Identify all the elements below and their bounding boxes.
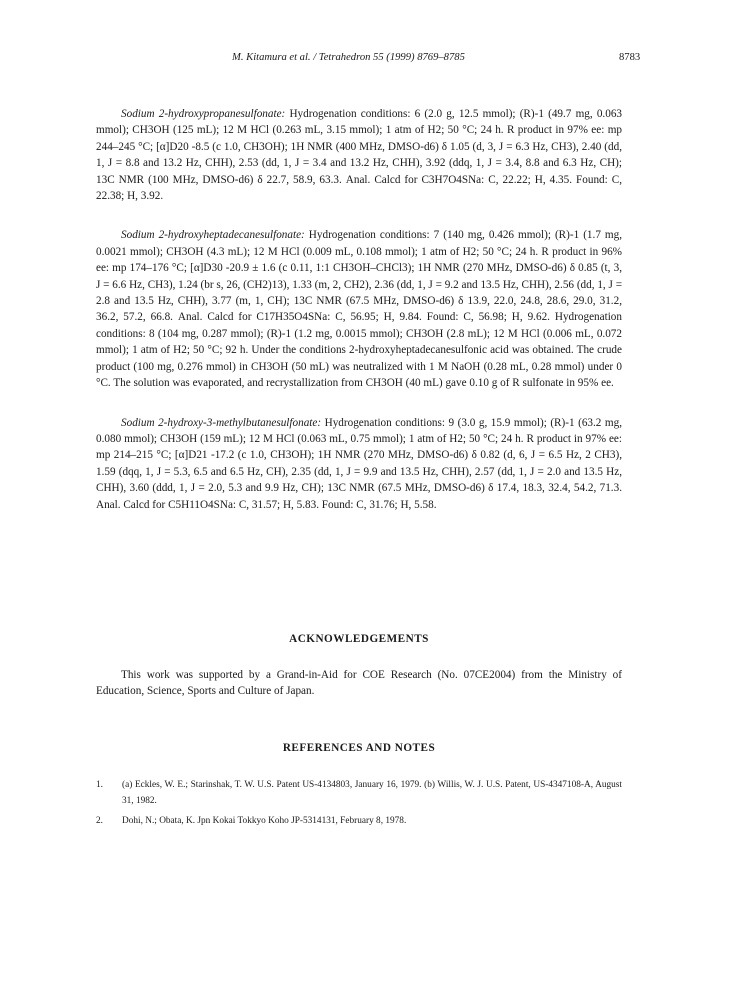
- acknowledgements-text: This work was supported by a Grand-in-Aid for COE Research (No. 07CE2004) from the Ministry of Education, Science, Sports and Culture of Japan.: [96, 669, 622, 698]
- compound-name: Sodium 2-hydroxyheptadecanesulfonate:: [121, 229, 305, 242]
- compound-name: Sodium 2-hydroxy-3-methylbutanesulfonate:: [121, 416, 322, 429]
- compound-paragraph: [96, 415, 622, 513]
- compound-details: Hydrogenation conditions: 7 (140 mg, 0.426 mmol); (R)-1 (1.7 mg, 0.0021 mmol); CH3OH (4.3 mL); 12 M HCl (0.009 mL, 0.108 mmol); 1 atm of H2; 50 °C; 24 h. R product in 96% ee: mp 174–176 °C; [α]D30 -20.9 ± 1.6 (c 0.11, 1:1 CH3OH–CHCl3); 1H NMR (270 MHz, DMSO-d6) δ 0.85 (t, 3, J = 6.6 Hz, CH3), 1.24 (br s, 26, (CH2)13), 1.33 (m, 2, CH2), 2.36 (dd, 1, J = 9.2 and 13.5 Hz, CHH), 2.56 (dd, 1, J = 2.8 and 13.5 Hz, CHH), 3.77 (m, 1, CH); 13C NMR (67.5 MHz, DMSO-d6) δ 13.9, 22.0, 24.8, 28.6, 29.0, 31.2, 36.2, 57.2, 66.8. Anal. Calcd for C17H35O4SNa: C, 56.95; H, 9.84. Found: C, 56.98; H, 9.62. Hydrogenation conditions: 8 (104 mg, 0.287 mmol); (R)-1 (1.2 mg, 0.0015 mmol); CH3OH (2.8 mL); 12 M HCl (0.006 mL, 0.072 mmol); 1 atm of H2; 50 °C; 92 h. Under the conditions 2-hydroxyheptadecanesulfonic acid was obtained. The crude product (100 mg, 0.276 mmol) in CH3OH (50 mL) was neutralized with 1 M NaOH (0.28 mL, 0.28 mmol) under 0 °C. The solution was evaporated, and recrystallization from CH3OH (40 mL) gave 0.10 g of R sulfonate in 95% ee.: [96, 229, 623, 390]
- page-number: 8783: [619, 52, 641, 63]
- reference-number: 2.: [96, 816, 103, 827]
- compound-name: Sodium 2-hydroxypropanesulfonate:: [121, 108, 286, 120]
- experimental-text: [96, 106, 622, 536]
- reference-text: Dohi, N.; Obata, K. Jpn Kokai Tokkyo Koho JP-5314131, February 8, 1978.: [122, 816, 407, 827]
- compound-details: Hydrogenation conditions: 9 (3.0 g, 15.9 mmol); (R)-1 (63.2 mg, 0.080 mmol); CH3OH (159 mL); 12 M HCl (0.063 mL, 0.75 mmol); 1 atm of H2; 50 °C; 24 h. R product in 97% ee: mp 214–215 °C; [α]D21 -17.2 (c 1.0, CH3OH); 1H NMR (270 MHz, DMSO-d6) δ 0.82 (d, 6, J = 6.5 Hz, 2 CH3), 1.59 (dqq, 1, J = 5.3, 6.5 and 6.5 Hz, CH), 2.35 (dd, 1, J = 9.9 and 13.5 Hz, CHH), 2.57 (dd, 1, J = 2.0 and 13.5 Hz, CHH), 3.60 (ddd, 1, J = 2.0, 5.3 and 9.9 Hz, CH); 13C NMR (67.5 MHz, DMSO-d6) δ 17.4, 18.3, 32.4, 54.2, 71.3. Anal. Calcd for C5H11O4SNa: C, 31.57; H, 5.83. Found: C, 31.76; H, 5.58.: [96, 416, 623, 511]
- reference-number: 1.: [96, 780, 103, 790]
- compound-paragraph: [96, 106, 622, 204]
- reference-item: [96, 777, 622, 809]
- reference-item: [96, 813, 622, 829]
- compound-paragraph: [96, 227, 622, 391]
- references-heading: REFERENCES AND NOTES: [282, 742, 436, 754]
- page-header: [0, 52, 731, 68]
- acknowledgements-heading: ACKNOWLEDGEMENTS: [289, 633, 429, 645]
- compound-details: Hydrogenation conditions: 6 (2.0 g, 12.5 mmol); (R)-1 (49.7 mg, 0.063 mmol); CH3OH (125 mL); 12 M HCl (0.263 mL, 3.15 mmol); 1 atm of H2; 50 °C; 24 h. R product in 97% ee: mp 244–245 °C; [α]D20 -8.5 (c 1.0, CH3OH); 1H NMR (400 MHz, DMSO-d6) δ 1.05 (d, 3, J = 6.3 Hz, CH3), 2.40 (dd, 1, J = 8.8 and 13.2 Hz, CHH), 2.53 (dd, 1, J = 3.4 and 13.2 Hz, CHH), 3.92 (ddq, 1, J = 3.4, 8.8 and 6.3 Hz, CH); 13C NMR (100 MHz, DMSO-d6) δ 22.7, 58.9, 63.3. Anal. Calcd for C3H7O4SNa: C, 22.22; H, 4.35. Found: C, 22.38; H, 3.92.: [96, 108, 623, 203]
- running-head: M. Kitamura et al. / Tetrahedron 55 (1999) 8769–8785: [232, 52, 465, 63]
- reference-list: [96, 777, 622, 834]
- reference-text: (a) Eckles, W. E.; Starinshak, T. W. U.S. Patent US-4134803, January 16, 1979. (b) Willis, W. J. U.S. Patent, US-4347108-A, August 31, 1982.: [122, 780, 622, 807]
